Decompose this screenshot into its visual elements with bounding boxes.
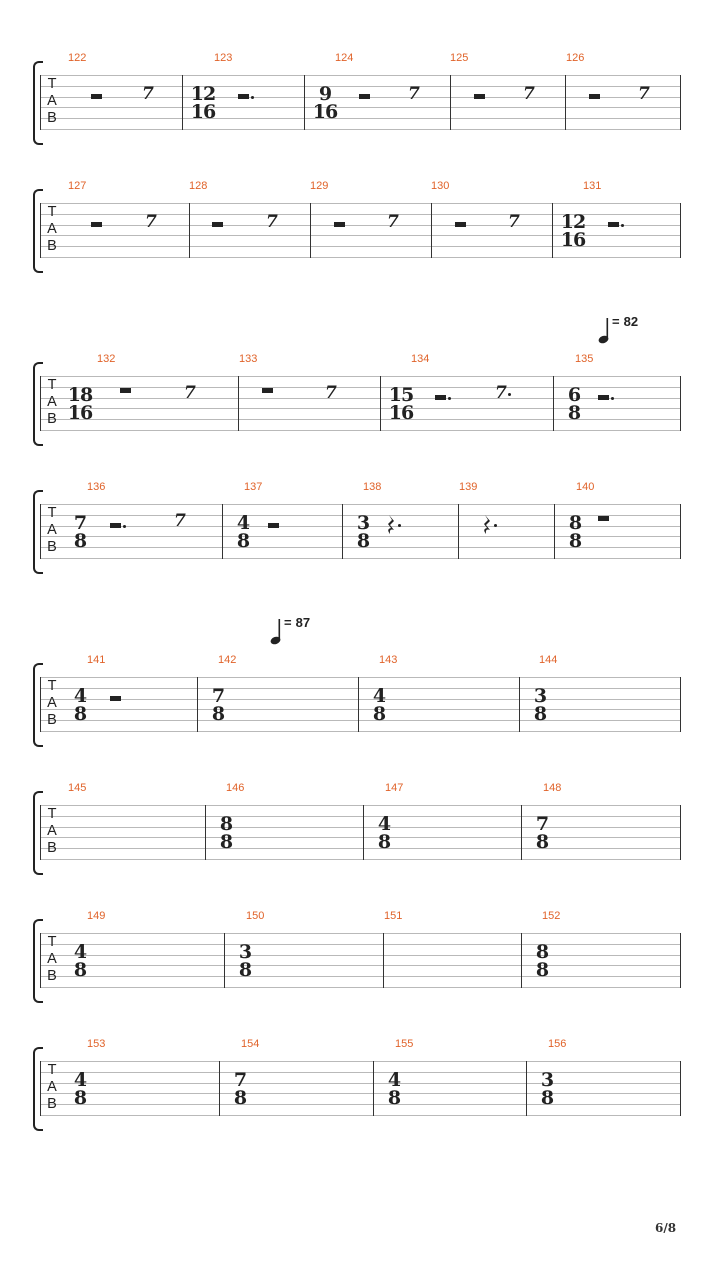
barline (450, 75, 451, 130)
staff-line (40, 848, 681, 849)
staff-line (40, 944, 681, 945)
half-rest (268, 523, 279, 528)
time-signature-denominator: 8 (73, 1087, 87, 1109)
eighth-rest: 7 (266, 212, 278, 232)
time-signature-numerator: 4 (377, 813, 391, 835)
measure-number: 124 (335, 52, 354, 64)
time-signature-numerator: 6 (567, 384, 581, 406)
augmentation-dot (251, 96, 254, 99)
staff-line (40, 1083, 681, 1084)
tab-clef (45, 204, 59, 255)
time-signature-denominator: 8 (73, 703, 87, 725)
augmentation-dot (508, 393, 511, 396)
barline (40, 805, 41, 860)
time-signature-numerator: 15 (388, 384, 414, 406)
time-signature (386, 386, 416, 422)
staff-line (40, 129, 681, 130)
measure-number: 128 (189, 180, 208, 192)
barline (680, 933, 681, 988)
half-rest (435, 395, 446, 400)
staff-line (40, 827, 681, 828)
barline (521, 933, 522, 988)
tab-staff (40, 1061, 681, 1116)
measure-number: 150 (246, 910, 265, 922)
quarter-rest (386, 514, 398, 536)
time-signature-denominator: 16 (312, 101, 338, 123)
measure-number: 138 (363, 481, 382, 493)
tab-clef (45, 76, 59, 127)
staff-line (40, 955, 681, 956)
tab-clef-letter: B (47, 1096, 57, 1112)
half-rest (91, 94, 102, 99)
measure-number: 141 (87, 654, 106, 666)
barline (519, 677, 520, 732)
time-signature-denominator: 8 (236, 530, 250, 552)
tab-clef-letter: T (47, 678, 57, 694)
measure-number: 144 (539, 654, 558, 666)
measure-number: 137 (244, 481, 263, 493)
tab-clef-letter: A (47, 695, 57, 711)
tab-clef-letter: A (47, 93, 57, 109)
half-rest (598, 395, 609, 400)
quarter-rest (482, 514, 494, 536)
tab-clef-letter: T (47, 76, 57, 92)
staff-line (40, 1093, 681, 1094)
measure-number: 154 (241, 1038, 260, 1050)
staff-line (40, 558, 681, 559)
barline (222, 504, 223, 559)
time-signature-denominator: 8 (372, 703, 386, 725)
tab-clef-letter: T (47, 934, 57, 950)
tempo-value: 87 (295, 615, 311, 630)
measure-number: 156 (548, 1038, 567, 1050)
time-signature (211, 815, 241, 851)
staff-line (40, 86, 681, 87)
tab-clef-letter: B (47, 840, 57, 856)
time-signature-denominator: 8 (73, 959, 87, 981)
staff-line (40, 699, 681, 700)
time-signature-numerator: 4 (73, 685, 87, 707)
time-signature-denominator: 8 (387, 1087, 401, 1109)
barline (554, 504, 555, 559)
time-signature (364, 687, 394, 723)
time-signature-denominator: 8 (219, 831, 233, 853)
measure-number: 133 (239, 353, 258, 365)
time-signature (527, 815, 557, 851)
tab-clef (45, 505, 59, 556)
barline (40, 1061, 41, 1116)
time-signature (65, 514, 95, 550)
augmentation-dot (398, 524, 401, 527)
tab-clef-letter: B (47, 411, 57, 427)
barline (373, 1061, 374, 1116)
half-rest (455, 222, 466, 227)
staff-line (40, 203, 681, 204)
barline (680, 504, 681, 559)
time-signature-denominator: 8 (233, 1087, 247, 1109)
tab-staff (40, 75, 681, 130)
augmentation-dot (621, 224, 624, 227)
time-signature-denominator: 8 (238, 959, 252, 981)
measure-number: 125 (450, 52, 469, 64)
staff-line (40, 677, 681, 678)
measure-number: 127 (68, 180, 87, 192)
measure-number: 130 (431, 180, 450, 192)
time-signature (188, 85, 218, 121)
measure-number: 151 (384, 910, 403, 922)
staff-line (40, 504, 681, 505)
time-signature-numerator: 18 (67, 384, 93, 406)
time-signature (65, 386, 95, 422)
staff-line (40, 688, 681, 689)
staff-line (40, 933, 681, 934)
quarter-note-icon (270, 618, 284, 646)
measure-number: 145 (68, 782, 87, 794)
time-signature (558, 213, 588, 249)
measure-number: 153 (87, 1038, 106, 1050)
barline (189, 203, 190, 258)
staff-line (40, 257, 681, 258)
eighth-rest: 7 (142, 84, 154, 104)
augmentation-dot (448, 397, 451, 400)
staff-line (40, 430, 681, 431)
time-signature (65, 1071, 95, 1107)
half-rest (262, 388, 273, 393)
barline (565, 75, 566, 130)
time-signature-numerator: 7 (535, 813, 549, 835)
tab-clef (45, 1062, 59, 1113)
time-signature (65, 943, 95, 979)
eighth-rest: 7 (387, 212, 399, 232)
time-signature-denominator: 8 (533, 703, 547, 725)
staff-line (40, 805, 681, 806)
eighth-rest: 7 (145, 212, 157, 232)
time-signature (348, 514, 378, 550)
barline (219, 1061, 220, 1116)
eighth-rest: 7 (495, 383, 507, 403)
barline (680, 203, 681, 258)
tab-clef-letter: B (47, 238, 57, 254)
time-signature-denominator: 8 (535, 831, 549, 853)
eighth-rest: 7 (184, 383, 196, 403)
barline (383, 933, 384, 988)
eighth-rest: 7 (325, 383, 337, 403)
barline (40, 75, 41, 130)
measure-number: 155 (395, 1038, 414, 1050)
tab-clef-letter: T (47, 377, 57, 393)
time-signature-numerator: 7 (211, 685, 225, 707)
barline (431, 203, 432, 258)
tab-clef-letter: T (47, 204, 57, 220)
barline (358, 677, 359, 732)
staff-line (40, 965, 681, 966)
half-rest (110, 696, 121, 701)
time-signature-denominator: 8 (73, 530, 87, 552)
tempo-text (284, 615, 310, 630)
staff-line (40, 709, 681, 710)
staff-line (40, 837, 681, 838)
half-rest (359, 94, 370, 99)
barline (680, 1061, 681, 1116)
staff-line (40, 720, 681, 721)
measure-number: 140 (576, 481, 595, 493)
time-signature-numerator: 7 (233, 1069, 247, 1091)
barline (40, 376, 41, 431)
measure-number: 152 (542, 910, 561, 922)
time-signature (65, 687, 95, 723)
tab-clef (45, 377, 59, 428)
time-signature-denominator: 16 (190, 101, 216, 123)
staff-line (40, 731, 681, 732)
half-rest (608, 222, 619, 227)
time-signature (230, 943, 260, 979)
tab-staff (40, 677, 681, 732)
eighth-rest: 7 (508, 212, 520, 232)
quarter-note-icon (598, 317, 612, 345)
time-signature (527, 943, 557, 979)
tab-clef-letter: A (47, 522, 57, 538)
measure-number: 134 (411, 353, 430, 365)
half-rest (598, 516, 609, 521)
tab-clef-letter: T (47, 505, 57, 521)
time-signature-denominator: 16 (67, 402, 93, 424)
time-signature-numerator: 9 (318, 83, 332, 105)
time-signature-numerator: 3 (356, 512, 370, 534)
measure-number: 148 (543, 782, 562, 794)
measure-number: 147 (385, 782, 404, 794)
eighth-rest: 7 (174, 511, 186, 531)
staff-line (40, 1072, 681, 1073)
time-signature-numerator: 3 (533, 685, 547, 707)
measure-number: 122 (68, 52, 87, 64)
tab-clef-letter: A (47, 221, 57, 237)
barline (342, 504, 343, 559)
time-signature-denominator: 8 (211, 703, 225, 725)
time-signature-numerator: 4 (73, 941, 87, 963)
staff-line (40, 1061, 681, 1062)
tab-clef-letter: A (47, 394, 57, 410)
eighth-rest: 7 (638, 84, 650, 104)
barline (363, 805, 364, 860)
half-rest (120, 388, 131, 393)
time-signature-denominator: 8 (567, 402, 581, 424)
time-signature-numerator: 8 (535, 941, 549, 963)
time-signature (225, 1071, 255, 1107)
time-signature-numerator: 3 (238, 941, 252, 963)
measure-number: 136 (87, 481, 106, 493)
half-rest (110, 523, 121, 528)
time-signature-numerator: 7 (73, 512, 87, 534)
half-rest (212, 222, 223, 227)
barline (458, 504, 459, 559)
tempo-text (612, 314, 638, 329)
barline (680, 677, 681, 732)
barline (521, 805, 522, 860)
tab-clef-letter: T (47, 806, 57, 822)
barline (304, 75, 305, 130)
time-signature-denominator: 8 (356, 530, 370, 552)
eighth-rest: 7 (408, 84, 420, 104)
time-signature (525, 687, 555, 723)
tab-clef-letter: A (47, 951, 57, 967)
half-rest (474, 94, 485, 99)
tab-clef-letter: B (47, 110, 57, 126)
augmentation-dot (611, 397, 614, 400)
measure-number: 129 (310, 180, 329, 192)
barline (224, 933, 225, 988)
barline (182, 75, 183, 130)
time-signature-numerator: 3 (540, 1069, 554, 1091)
staff-line (40, 118, 681, 119)
time-signature (560, 514, 590, 550)
tab-clef (45, 806, 59, 857)
staff-line (40, 987, 681, 988)
barline (380, 376, 381, 431)
augmentation-dot (494, 524, 497, 527)
time-signature (532, 1071, 562, 1107)
time-signature-denominator: 16 (560, 229, 586, 251)
page-number: 6/8 (655, 1221, 677, 1235)
measure-number: 149 (87, 910, 106, 922)
tempo-equals: = (284, 615, 292, 630)
staff-line (40, 75, 681, 76)
time-signature-numerator: 8 (568, 512, 582, 534)
measure-number: 126 (566, 52, 585, 64)
barline (552, 203, 553, 258)
barline (40, 504, 41, 559)
barline (205, 805, 206, 860)
time-signature-numerator: 8 (219, 813, 233, 835)
time-signature-numerator: 4 (236, 512, 250, 534)
measure-number: 146 (226, 782, 245, 794)
half-rest (91, 222, 102, 227)
tab-staff (40, 805, 681, 860)
time-signature (369, 815, 399, 851)
staff-line (40, 816, 681, 817)
measure-number: 132 (97, 353, 116, 365)
tempo-value: 82 (623, 314, 639, 329)
barline (310, 203, 311, 258)
measure-number: 142 (218, 654, 237, 666)
time-signature (559, 386, 589, 422)
half-rest (589, 94, 600, 99)
tab-clef (45, 934, 59, 985)
barline (526, 1061, 527, 1116)
tab-clef-letter: A (47, 1079, 57, 1095)
tab-clef-letter: T (47, 1062, 57, 1078)
staff-line (40, 976, 681, 977)
tab-staff (40, 933, 681, 988)
time-signature (379, 1071, 409, 1107)
half-rest (238, 94, 249, 99)
time-signature (203, 687, 233, 723)
measure-number: 139 (459, 481, 478, 493)
time-signature (310, 85, 340, 121)
time-signature-numerator: 12 (560, 211, 586, 233)
staff-line (40, 1104, 681, 1105)
barline (680, 75, 681, 130)
staff-line (40, 107, 681, 108)
barline (553, 376, 554, 431)
time-signature-denominator: 8 (535, 959, 549, 981)
barline (680, 376, 681, 431)
tempo-equals: = (612, 314, 620, 329)
staff-line (40, 376, 681, 377)
tab-clef-letter: B (47, 539, 57, 555)
barline (680, 805, 681, 860)
eighth-rest: 7 (523, 84, 535, 104)
staff-line (40, 859, 681, 860)
half-rest (334, 222, 345, 227)
barline (40, 203, 41, 258)
time-signature-numerator: 4 (372, 685, 386, 707)
time-signature (228, 514, 258, 550)
barline (40, 677, 41, 732)
barline (40, 933, 41, 988)
barline (238, 376, 239, 431)
time-signature-numerator: 4 (387, 1069, 401, 1091)
tab-clef (45, 678, 59, 729)
measure-number: 135 (575, 353, 594, 365)
augmentation-dot (123, 525, 126, 528)
time-signature-denominator: 8 (377, 831, 391, 853)
time-signature-denominator: 8 (568, 530, 582, 552)
time-signature-denominator: 16 (388, 402, 414, 424)
tab-clef-letter: B (47, 712, 57, 728)
tab-clef-letter: B (47, 968, 57, 984)
measure-number: 123 (214, 52, 233, 64)
time-signature-numerator: 12 (190, 83, 216, 105)
time-signature-denominator: 8 (540, 1087, 554, 1109)
barline (197, 677, 198, 732)
measure-number: 131 (583, 180, 602, 192)
time-signature-numerator: 4 (73, 1069, 87, 1091)
tab-clef-letter: A (47, 823, 57, 839)
measure-number: 143 (379, 654, 398, 666)
staff-line (40, 1115, 681, 1116)
